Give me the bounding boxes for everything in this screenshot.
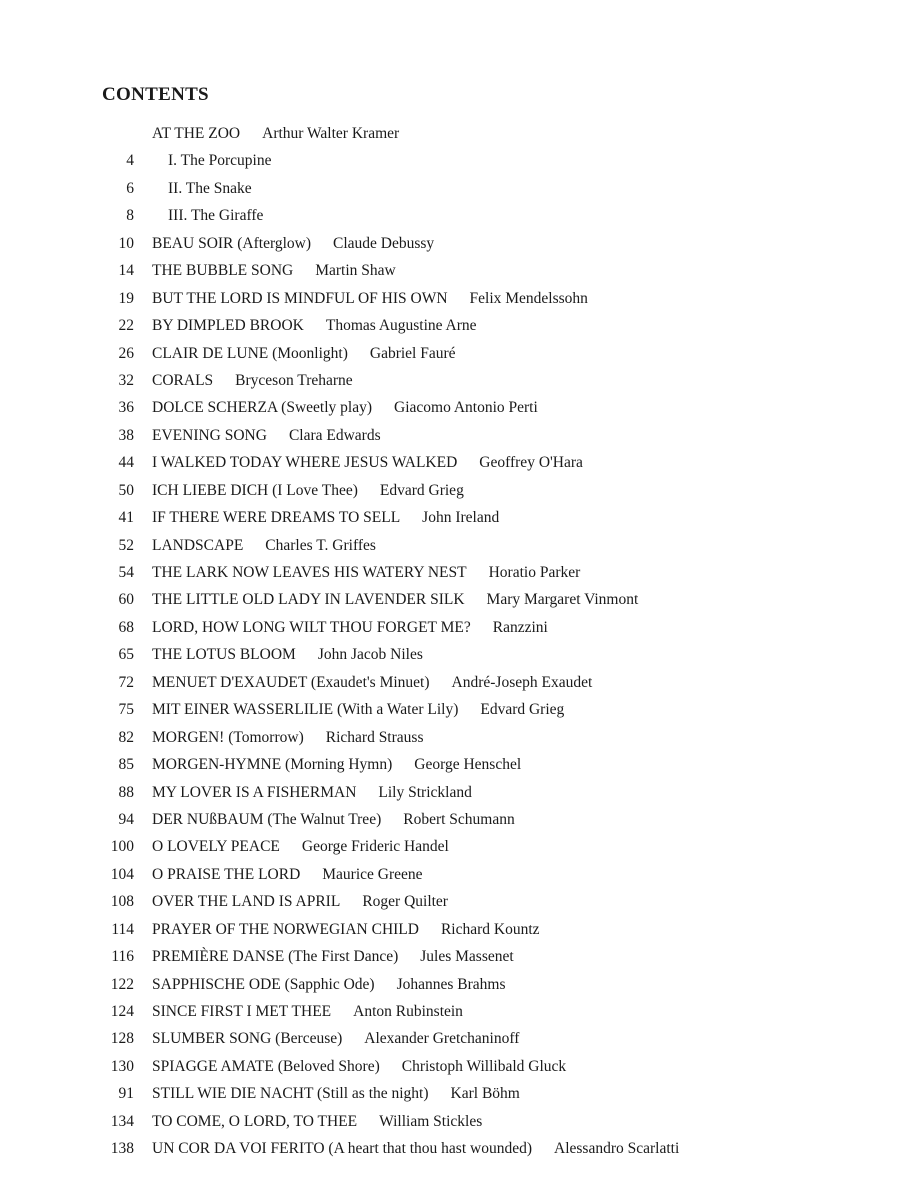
contents-entry <box>0 312 900 339</box>
song-title <box>152 998 463 1025</box>
song-title <box>152 1135 679 1162</box>
song-title-text: SLUMBER SONG (Berceuse) <box>152 1030 343 1048</box>
page-number: 88 <box>118 783 134 801</box>
page-number: 75 <box>118 701 134 719</box>
song-title-text: ICH LIEBE DICH (I Love Thee) <box>152 481 358 499</box>
contents-entry <box>0 1135 900 1162</box>
song-title-text: CORALS <box>152 371 214 389</box>
song-title <box>152 532 376 559</box>
composer-name: Claude Debussy <box>333 234 435 252</box>
song-title-text: THE LITTLE OLD LADY IN LAVENDER SILK <box>152 591 465 609</box>
song-title <box>152 1080 520 1107</box>
song-title <box>168 202 263 229</box>
composer-name: Edvard Grieg <box>379 481 464 499</box>
composer-name: Martin Shaw <box>315 262 396 280</box>
song-title <box>152 971 506 998</box>
composer-name: Horatio Parker <box>488 564 581 581</box>
song-title-text: PRAYER OF THE NORWEGIAN CHILD <box>152 920 419 938</box>
song-title <box>152 285 588 312</box>
song-title-text: MORGEN-HYMNE (Morning Hymn) <box>152 756 393 774</box>
page-number: 108 <box>110 893 134 911</box>
page-number: 130 <box>110 1057 134 1075</box>
song-title-text: BY DIMPLED BROOK <box>152 317 304 335</box>
page-number: 134 <box>110 1112 134 1130</box>
song-title <box>152 504 499 531</box>
composer-name: Arthur Walter Kramer <box>262 125 400 142</box>
song-title <box>152 257 396 284</box>
composer-name: Bryceson Treharne <box>235 371 353 389</box>
song-title-text: CLAIR DE LUNE (Moonlight) <box>152 344 348 362</box>
song-title-text: TO COME, O LORD, TO THEE <box>152 1112 358 1130</box>
page-number: 114 <box>111 920 134 938</box>
song-title-text: I WALKED TODAY WHERE JESUS WALKED <box>152 454 458 472</box>
song-title <box>152 477 464 504</box>
song-title-text: DER NUßBAUM (The Walnut Tree) <box>152 810 382 828</box>
page-number: 54 <box>118 564 134 581</box>
page-number: 32 <box>118 371 134 389</box>
song-title-text: OVER THE LAND IS APRIL <box>152 893 341 911</box>
contents-entry <box>0 532 900 559</box>
song-title <box>152 916 540 943</box>
contents-entry <box>0 779 900 806</box>
song-title <box>152 449 583 476</box>
contents-entry <box>0 394 900 421</box>
song-title-text: THE LOTUS BLOOM <box>152 646 296 664</box>
song-title-text: SPIAGGE AMATE (Beloved Shore) <box>152 1057 380 1075</box>
page-title: CONTENTS <box>102 84 209 105</box>
song-title-text: I. The Porcupine <box>168 152 272 170</box>
song-title-text: EVENING SONG <box>152 426 267 444</box>
composer-name: Karl Böhm <box>450 1085 520 1103</box>
composer-name: Richard Kountz <box>440 920 540 938</box>
contents-entry <box>0 833 900 860</box>
song-title <box>152 559 580 586</box>
contents-entry <box>0 586 900 613</box>
composer-name: John Jacob Niles <box>317 646 423 664</box>
song-title-text: IF THERE WERE DREAMS TO SELL <box>152 509 401 527</box>
contents-entry <box>0 614 900 641</box>
song-title-text: PREMIÈRE DANSE (The First Dance) <box>152 948 399 966</box>
composer-name: William Stickles <box>379 1112 483 1130</box>
song-title <box>152 586 638 613</box>
composer-name: Gabriel Fauré <box>369 344 456 362</box>
composer-name: Alessandro Scarlatti <box>554 1140 680 1158</box>
contents-entry <box>0 861 900 888</box>
composer-name: Clara Edwards <box>288 426 381 444</box>
page-number: 100 <box>110 838 134 856</box>
song-title <box>152 614 548 641</box>
contents-entry <box>0 257 900 284</box>
song-title <box>152 888 448 915</box>
song-title <box>152 751 521 778</box>
song-title-text: II. The Snake <box>168 179 252 197</box>
page-number: 36 <box>118 399 134 417</box>
contents-entry <box>0 1108 900 1135</box>
contents-entry <box>0 147 900 174</box>
song-title <box>152 669 592 696</box>
song-title-text: MENUET D'EXAUDET (Exaudet's Minuet) <box>152 673 430 691</box>
song-title-text: LORD, HOW LONG WILT THOU FORGET ME? <box>152 618 471 636</box>
song-title <box>152 641 423 668</box>
page-number: 116 <box>111 948 134 966</box>
contents-entry <box>0 367 900 394</box>
contents-entry <box>0 971 900 998</box>
contents-entry <box>0 202 900 229</box>
page-number: 138 <box>110 1140 134 1158</box>
contents-entry <box>0 175 900 202</box>
song-title <box>152 1108 482 1135</box>
song-title-text: SAPPHISCHE ODE (Sapphic Ode) <box>152 975 375 993</box>
page-number: 122 <box>110 975 134 993</box>
composer-name: George Frideric Handel <box>301 838 449 856</box>
contents-entry <box>0 1025 900 1052</box>
song-title-text: STILL WIE DIE NACHT (Still as the night) <box>152 1085 429 1103</box>
composer-name: Alexander Gretchaninoff <box>364 1030 520 1048</box>
composer-name: Roger Quilter <box>362 893 448 911</box>
composer-name: Ranzzini <box>492 618 548 636</box>
composer-name: Johannes Brahms <box>396 975 506 993</box>
page-number: 41 <box>118 509 134 527</box>
song-title <box>152 422 381 449</box>
song-title-text: MIT EINER WASSERLILIE (With a Water Lily) <box>152 701 459 719</box>
page-number: 14 <box>118 262 134 280</box>
song-title-text: BUT THE LORD IS MINDFUL OF HIS OWN <box>152 289 448 307</box>
contents-entry <box>0 230 900 257</box>
page-number: 26 <box>118 344 134 362</box>
song-title <box>152 120 399 147</box>
contents-entry <box>0 449 900 476</box>
song-title-text: THE LARK NOW LEAVES HIS WATERY NEST <box>152 564 467 581</box>
song-title <box>152 367 353 394</box>
contents-entry <box>0 696 900 723</box>
contents-entry <box>0 1053 900 1080</box>
song-title-text: III. The Giraffe <box>168 207 264 225</box>
page-number: 52 <box>118 536 134 554</box>
song-title-text: O LOVELY PEACE <box>152 838 280 856</box>
composer-name: Edvard Grieg <box>480 701 565 719</box>
page-number: 128 <box>110 1030 134 1048</box>
composer-name: Robert Schumann <box>403 810 515 828</box>
contents-entry <box>0 120 900 147</box>
contents-entry <box>0 916 900 943</box>
song-title-text: AT THE ZOO <box>152 125 241 142</box>
contents-entry <box>0 943 900 970</box>
song-title-text: SINCE FIRST I MET THEE <box>152 1003 332 1020</box>
contents-entry <box>0 998 900 1025</box>
contents-entry <box>0 504 900 531</box>
composer-name: Geoffrey O'Hara <box>479 454 583 472</box>
composer-name: John Ireland <box>422 509 500 527</box>
page-number: 124 <box>110 1003 134 1020</box>
song-title-text: UN COR DA VOI FERITO (A heart that thou hast wounded) <box>152 1140 533 1158</box>
composer-name: Richard Strauss <box>325 728 424 746</box>
song-title <box>152 1025 519 1052</box>
page-number: 19 <box>118 289 134 307</box>
song-title <box>168 175 252 202</box>
contents-entry <box>0 340 900 367</box>
composer-name: Anton Rubinstein <box>353 1003 463 1020</box>
contents-entry <box>0 1080 900 1107</box>
composer-name: Thomas Augustine Arne <box>325 317 477 335</box>
page-number: 91 <box>118 1085 134 1103</box>
composer-name: Christoph Willibald Gluck <box>401 1057 567 1075</box>
contents-entry <box>0 641 900 668</box>
composer-name: Jules Massenet <box>420 948 514 966</box>
contents-entry <box>0 559 900 586</box>
song-title <box>152 833 449 860</box>
contents-entry <box>0 806 900 833</box>
contents-list <box>0 120 900 1163</box>
song-title-text: THE BUBBLE SONG <box>152 262 294 280</box>
page-number: 85 <box>118 756 134 774</box>
page-number: 44 <box>118 454 134 472</box>
composer-name: George Henschel <box>414 756 522 774</box>
page-number: 82 <box>118 728 134 746</box>
song-title-text: DOLCE SCHERZA (Sweetly play) <box>152 399 372 417</box>
song-title <box>152 806 515 833</box>
page-number: 65 <box>118 646 134 664</box>
song-title <box>152 943 514 970</box>
song-title-text: MORGEN! (Tomorrow) <box>152 728 304 746</box>
song-title <box>152 340 456 367</box>
contents-entry <box>0 669 900 696</box>
contents-entry <box>0 422 900 449</box>
song-title <box>152 312 477 339</box>
page-number: 6 <box>126 179 134 197</box>
page-number: 22 <box>118 317 134 335</box>
song-title <box>152 230 434 257</box>
page-number: 10 <box>118 234 134 252</box>
song-title <box>152 724 423 751</box>
composer-name: André-Joseph Exaudet <box>451 673 593 691</box>
song-title <box>152 1053 566 1080</box>
page-number: 4 <box>126 152 134 170</box>
page-number: 104 <box>110 865 134 883</box>
page-number: 60 <box>118 591 134 609</box>
composer-name: Lily Strickland <box>378 783 472 801</box>
page-number: 72 <box>118 673 134 691</box>
page-number: 94 <box>118 810 134 828</box>
song-title <box>152 779 472 806</box>
composer-name: Mary Margaret Vinmont <box>486 591 639 609</box>
composer-name: Charles T. Griffes <box>265 536 376 554</box>
contents-entry <box>0 724 900 751</box>
contents-entry <box>0 888 900 915</box>
page-number: 38 <box>118 426 134 444</box>
song-title-text: BEAU SOIR (Afterglow) <box>152 234 312 252</box>
contents-entry <box>0 285 900 312</box>
song-title-text: O PRAISE THE LORD <box>152 865 301 883</box>
composer-name: Felix Mendelssohn <box>469 289 588 307</box>
composer-name: Giacomo Antonio Perti <box>394 399 538 417</box>
song-title <box>168 147 271 174</box>
page-number: 68 <box>118 618 134 636</box>
song-title <box>152 394 538 421</box>
page-number: 50 <box>118 481 134 499</box>
song-title-text: MY LOVER IS A FISHERMAN <box>152 783 357 801</box>
song-title <box>152 696 564 723</box>
contents-entry <box>0 751 900 778</box>
page-number: 8 <box>126 207 134 225</box>
composer-name: Maurice Greene <box>322 865 423 883</box>
contents-entry <box>0 477 900 504</box>
song-title-text: LANDSCAPE <box>152 536 244 554</box>
song-title <box>152 861 423 888</box>
